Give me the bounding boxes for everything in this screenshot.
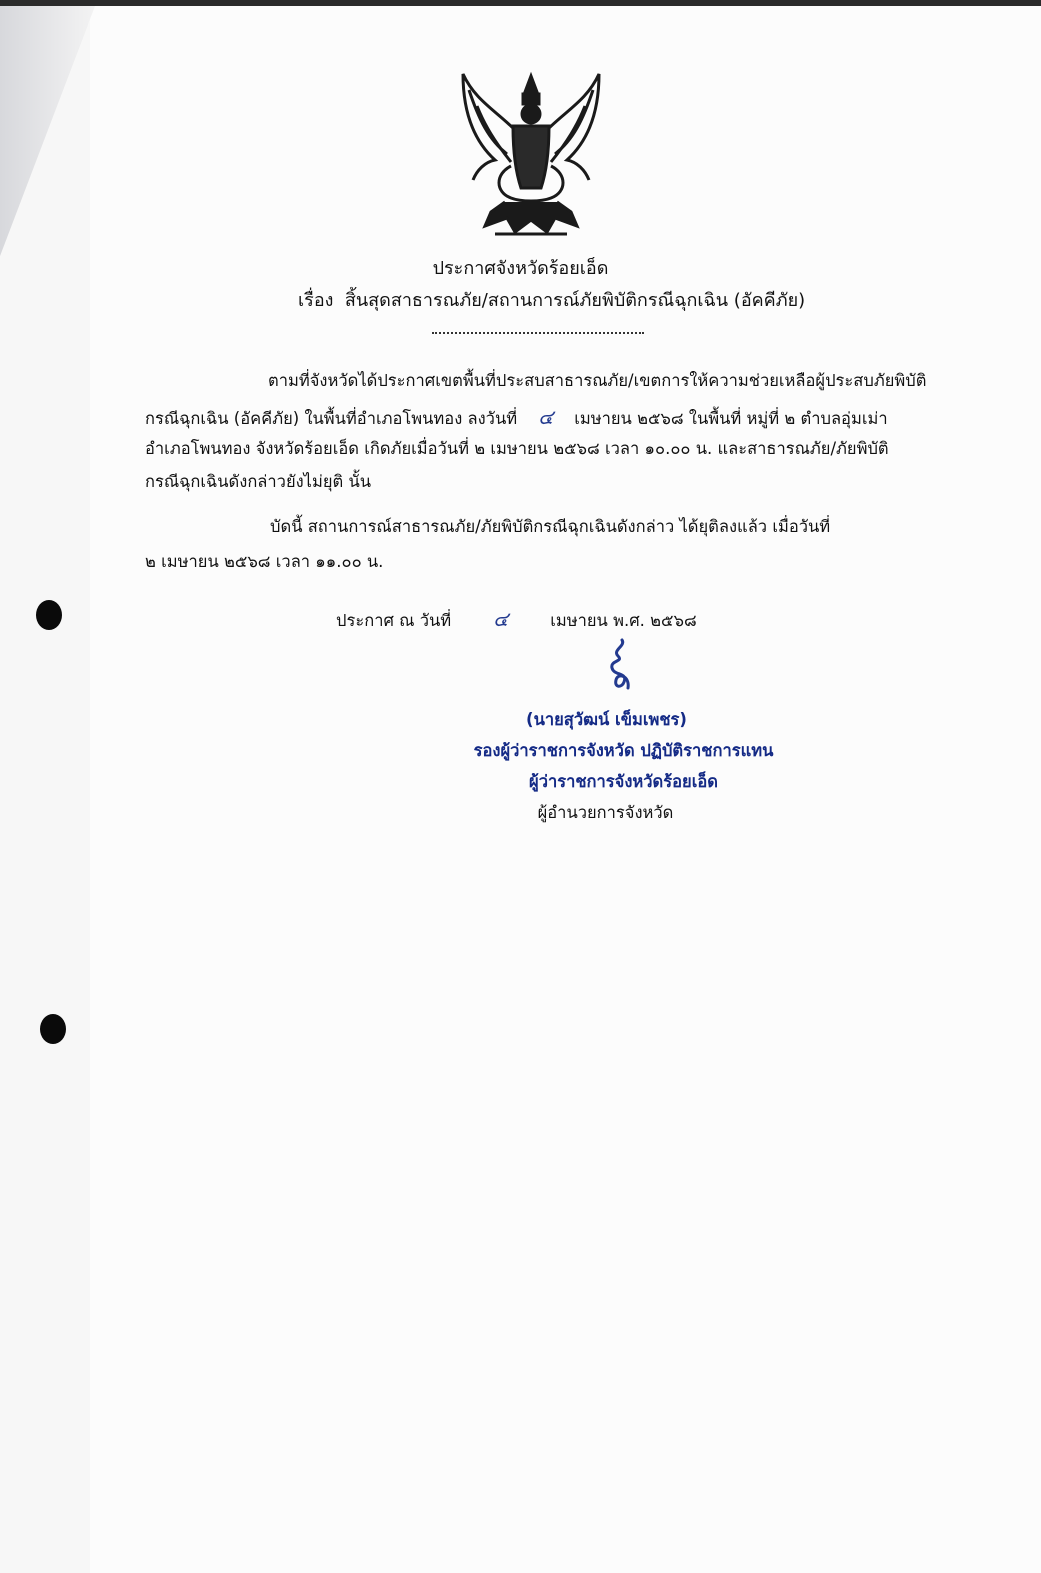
garuda-emblem-icon (455, 70, 607, 242)
announced-handwritten-day: ๔ (493, 607, 509, 631)
paragraph1-line3: อำเภอโพนทอง จังหวัดร้อยเอ็ด เกิดภัยเมื่อวันที่ ๒ เมษายน ๒๕๖๘ เวลา ๑๐.๐๐ น. และสาธารณภัย/ภัยพิบัติ (145, 439, 889, 458)
handwritten-day: ๔ (538, 405, 554, 429)
signatory-name: (นายสุวัฒน์ เข็มเพชร) (526, 710, 687, 729)
announced-date-suffix: เมษายน พ.ศ. ๒๕๖๘ (550, 611, 697, 630)
paragraph1-line1: ตามที่จังหวัดได้ประกาศเขตพื้นที่ประสบสาธารณภัย/เขตการให้ความช่วยเหลือผู้ประสบภัยพิบัติ (268, 371, 927, 390)
subject-line (298, 285, 805, 314)
separator-dotted-line (432, 332, 644, 334)
announced-date-line (336, 603, 697, 635)
paragraph1-line2 (145, 401, 888, 433)
announcement-title: ประกาศจังหวัดร้อยเอ็ด (432, 258, 609, 279)
punch-hole-top (36, 600, 62, 630)
paragraph1-line2-a: กรณีฉุกเฉิน (อัคคีภัย) ในพื้นที่อำเภอโพนทอง ลงวันที่ (145, 409, 518, 428)
paragraph1-line2-b: เมษายน ๒๕๖๘ ในพื้นที่ หมู่ที่ ๒ ตำบลอุ่มเม่า (574, 409, 888, 428)
signatory-position-line3: ผู้อำนวยการจังหวัด (537, 803, 674, 822)
paragraph2-line2: ๒ เมษายน ๒๕๖๘ เวลา ๑๑.๐๐ น. (145, 552, 384, 571)
subject-text: สิ้นสุดสาธารณภัย/สถานการณ์ภัยพิบัติกรณีฉุกเฉิน (อัคคีภัย) (344, 290, 806, 311)
subject-label: เรื่อง (298, 290, 334, 311)
punch-hole-bottom (40, 1014, 66, 1044)
signatory-position-line1: รองผู้ว่าราชการจังหวัด ปฏิบัติราชการแทน (473, 741, 774, 760)
handwritten-signature-icon (600, 636, 640, 692)
paragraph2-line1: บัดนี้ สถานการณ์สาธารณภัย/ภัยพิบัติกรณีฉุกเฉินดังกล่าว ได้ยุติลงแล้ว เมื่อวันที่ (270, 517, 831, 536)
announced-date-prefix: ประกาศ ณ วันที่ (336, 611, 452, 630)
signatory-position-line2: ผู้ว่าราชการจังหวัดร้อยเอ็ด (529, 772, 718, 791)
page-fold-fill (0, 6, 90, 1573)
paragraph1-line4: กรณีฉุกเฉินดังกล่าวยังไม่ยุติ นั้น (145, 472, 372, 491)
